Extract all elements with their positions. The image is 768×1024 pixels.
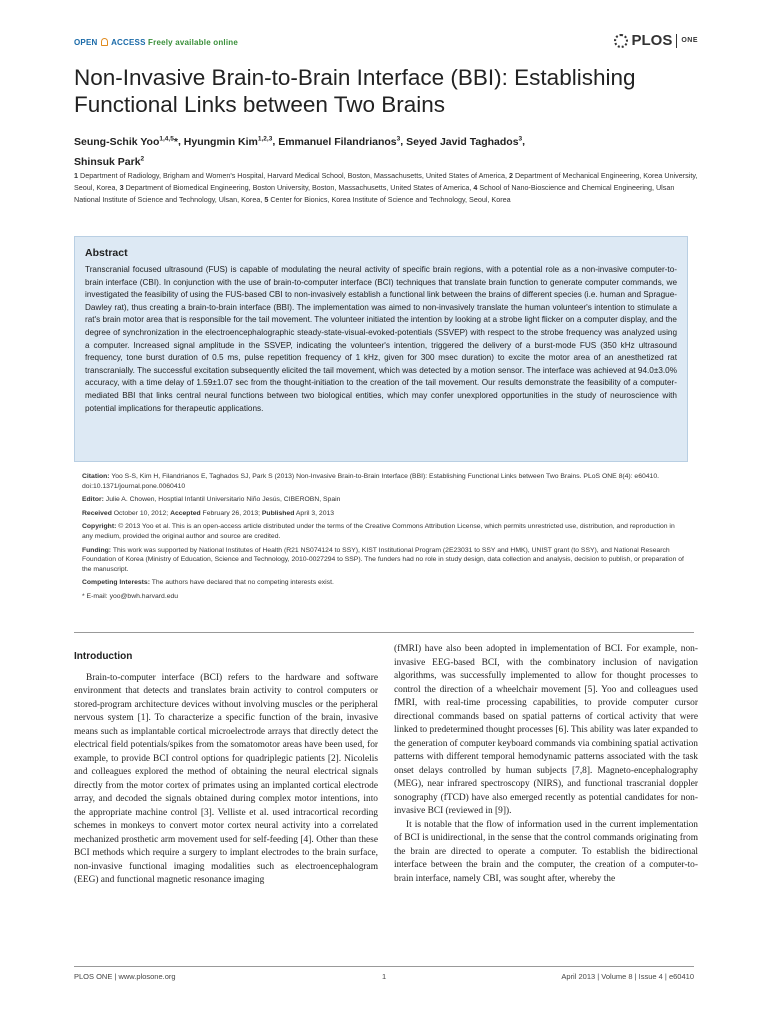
section-divider (74, 632, 694, 633)
intro-right-column (394, 643, 698, 886)
paragraph: Brain-to-computer interface (BCI) refers to the hardware and software environment that detects and translates brain activity to control computers or stored-program architecture devices without involving muscles or the peripheral nervous system [1]. To characterize a specific function of the brain, invasive means such as implantable cortical microelectrode arrays that directly detect the electrical field potentials/spikes from the somatomotor areas have been used, for example, to provide BCI control options for quadriplegic patients [2]. Nicolelis and colleagues explored the method of obtaining the neural electrical signals directly from the motor cortex of primates using an implanted cortical electrode array, and decoded the signals obtained during complex motor intentions, into the appropriate machine control [3]. Velliste et al. used intracortical recording schemes in monkeys to convert motor cortex neural activity into a correlated mechanized prosthetic arm movement used for self-feeding [4]. Other than these BCI methods which require a surgery to implant electrodes to the brain surface, non-invasive functional imaging modalities such as electroencephalogram (EEG) and functional magnetic resonance imaging (74, 672, 378, 885)
intro-left-column (74, 650, 378, 888)
footer-issue: April 2013 | Volume 8 | Issue 4 | e60410 (561, 972, 694, 981)
funding: Funding: This work was supported by National Institutes of Health (R21 NS074124 to SSY), KIST Institutional Program (2E23031 to SSY and HMK), UNIST grant (to SSY), and National Research Foundation of Korea (Ministry of Education, Science and Technology, 2010-0027294 to SSP). The funders had no role in study design, data collection and analysis, decision to publish, or preparation of the manuscript. (82, 546, 684, 573)
dates: Received October 10, 2012; Accepted February 26, 2013; Published April 3, 2013 (82, 509, 335, 517)
article-title: Non-Invasive Brain-to-Brain Interface (BBI): Establishing Functional Links between Two Brains (74, 65, 636, 117)
author[interactable]: Seung-Schik Yoo$^{1,4,5}$* (74, 135, 178, 148)
page-number: 1 (382, 972, 387, 981)
plos-logo-icon (614, 34, 628, 48)
editor: Editor: Julie A. Chowen, Hosptial Infantil Universitario Niño Jesús, CIBEROBN, Spain (82, 496, 341, 504)
paragraph: (fMRI) have also been adopted in implementation of BCI. For example, non-invasive EEG-based BCI, with the combinatory inclusion of navigation algorithms, was successfully implemented to allow for thought processes to control the direction of a wheelchair movement [5]. Yoo and colleagues used fMRI, with real-time processing capabilities, to provide computer cursor directional commands based on spatial patterns of cortical activity that were linked to predetermined thought processes [6]. This ability was later expanded to the generation of computer keyboard commands via combining spatial activation patterns with different temporal hemodynamic patterns associated with the task onset delays controlled by human subjects [7,8]. Magneto-encephalography (MEG), near infrared spectroscopy (NIRS), and functional trascranial doppler sonography (fTCD) have also emerged recently as potential candidates for non-invasive BCI (reviewed in [9]). (394, 644, 698, 816)
copyright: Copyright: © 2013 Yoo et al. This is an open-access article distributed under the terms of the Creative Commons Attribution License, which permits unrestricted use, distribution, and reproduction in any medium, provided the original author and source are credited. (82, 523, 675, 540)
footer-divider (74, 966, 694, 967)
abstract-heading: Abstract (85, 247, 128, 259)
abstract-box (74, 236, 688, 462)
abstract-text: Transcranial focused ultrasound (FUS) is capable of modulating the neural activity of specific brain regions, with a potential role as a non-invasive computer-to-brain interface (CBI). In conjunction with the use of brain-to-computer interface (BCI) techniques that translate brain function to generate computer commands, we investigated the feasibility of using the FUS-based CBI to non-invasively establish a functional link between the brains of different species (i.e. human and Sprague-Dawley rat), thus creating a brain-to-brain interface (BBI). The implementation was aimed to non-invasively translate the human volunteer's intention to stimulate a rat's brain motor area that is responsible for the tail movement. The volunteer initiated the intention by looking at a strobe light flicker on a computer display, and the degree of synchronization in the electroencephalographic steady-state-visual-evoked-potentials (SSVEP) with respect to the strobe frequency was analyzed using a computer. Increased signal amplitude in the SSVEP, indicating the volunteer's intention, triggered the delivery of a burst-mode FUS (350 kHz ultrasound frequency, tone burst duration of 0.5 ms, pulse repetition frequency of 1 kHz, given for 300 msec duration) to excite the motor area of an anesthetized rat transcranially. The successful excitation subsequently elicited the tail movement, which was detected by a motion sensor. The interface was achieved at 94.0±3.0% accuracy, with a time delay of 1.59±1.07 sec from the thought-initiation to the creation of the tail movement. Our results demonstrate the feasibility of a computer-mediated BBI that links central neural functions between two biological entities, which may confer unexplored opportunities in the study of neuroscience with potential implications for therapeutic applications. (85, 265, 677, 413)
footer-journal[interactable]: PLOS ONE | www.plosone.org (74, 972, 176, 981)
author[interactable]: Emmanuel Filandrianos$^3$ (278, 135, 401, 148)
author-list: Seung-Schik Yoo$^{1,4,5}$*, Hyungmin Kim$^{1,2,3}$, Emmanuel Filandrianos$^3$, Seyed Javid Taghados$^3$, Shinsuk Park$^2$ (74, 135, 526, 168)
citation: Citation: Yoo S-S, Kim H, Filandrianos E, Taghados SJ, Park S (2013) Non-Invasive Brain-to-Brain Interface (BBI): Establishing Functional Links between Two Brains. PLoS ONE 8(4): e60410. doi:10.1371/journal.pone.0060410 (82, 473, 660, 490)
competing-interests: Competing Interests: The authors have declared that no competing interests exist. (82, 579, 334, 587)
author[interactable]: Shinsuk Park$^2$ (74, 155, 145, 168)
article-metadata (82, 472, 686, 606)
open-access-badge: OPEN ACCESS Freely available online (74, 38, 239, 47)
paragraph: It is notable that the flow of information used in the current implementation of BCI is unidirectional, in the sense that the control commands originating from the brain are directed to operate a computer. To establish the bidirectional interface between the brain and the computer, the creation of a computer-to-brain interface, namely CBI, was sought after, whereby the (394, 819, 698, 884)
author[interactable]: Hyungmin Kim$^{1,2,3}$ (183, 135, 273, 148)
author[interactable]: Seyed Javid Taghados$^3$ (406, 135, 523, 148)
section-heading: Introduction (74, 651, 133, 662)
affiliations: 1 Department of Radiology, Brigham and Women's Hospital, Harvard Medical School, Boston, Massachusetts, United States of America, 2 Department of Mechanical Engineering, Korea University, Seoul, Korea, 3 Department of Biomedical Engineering, Boston University, Boston, Massachusetts, United States of America, 4 School of Nano-Bioscience and Chemical Engineering, Ulsan National Institute of Science and Technology, Ulsan, Korea, 5 Center for Bionics, Korea Institute of Science and Technology, Seoul, Korea (74, 171, 698, 205)
corresponding-email[interactable]: * E-mail: yoo@bwh.harvard.edu (82, 592, 179, 600)
open-lock-icon (101, 38, 108, 46)
plos-one-logo: PLOS ONE (614, 32, 698, 49)
journal-header (74, 32, 698, 54)
